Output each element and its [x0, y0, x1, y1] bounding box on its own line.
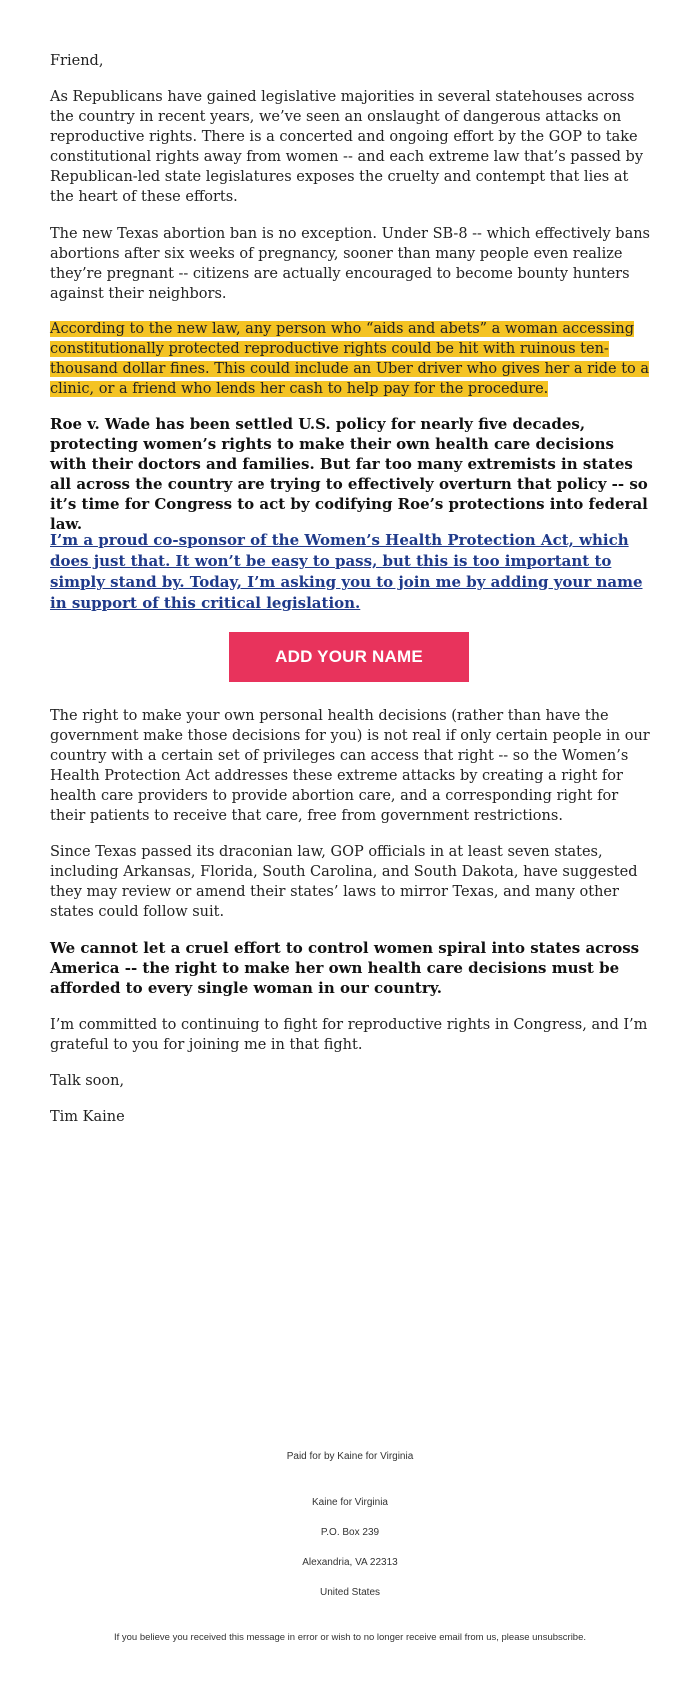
footer-org: Kaine for Virginia [312, 1497, 388, 1508]
unsubscribe-link[interactable]: If you believe you received this message in error or wish to no longer receive email from us, please unsubscribe. [113, 1632, 587, 1643]
highlighted-text: According to the new law, any person who “aids and abets” a woman accessing constitutionally protected reproductive rights could be hit with ruinous ten-thousand dollar fines. This could include an Uber driver who gives her a ride to a clinic, or a friend who lends her cash to help pay for the procedure. [50, 321, 650, 397]
paragraph-texas-ban: The new Texas abortion ban is no exception. Under SB-8 -- which effectively bans abortions after six weeks of pregnancy, sooner than many people even realize they’re pregnant -- citizens are actually encouraged to become bounty hunters against their neighbors. [50, 226, 650, 302]
add-your-name-button[interactable]: ADD YOUR NAME [229, 632, 469, 682]
footer-po-box: P.O. Box 239 [320, 1527, 380, 1538]
paragraph-cruel-effort: We cannot let a cruel effort to control women spiral into states across America -- the right to make her own health care decisions must be afforded to every single woman in our country. [50, 939, 640, 997]
footer-unsubscribe [0, 1632, 700, 1643]
footer-paid-for: Paid for by Kaine for Virginia [286, 1451, 414, 1462]
paragraph-highlighted [50, 319, 650, 399]
signature: Tim Kaine [50, 1109, 125, 1125]
greeting: Friend, [50, 53, 104, 69]
footer-city: Alexandria, VA 22313 [302, 1557, 398, 1568]
paragraph-other-states: Since Texas passed its draconian law, GOP officials in at least seven states, including Arkansas, Florida, South Carolina, and South Dakota, have suggested they may review or amend their states’ laws to mirror Texas, and many other states could follow suit. [50, 844, 638, 920]
signoff: Talk soon, [50, 1073, 125, 1089]
paragraph-health-decisions: The right to make your own personal health decisions (rather than have the government make those decisions for you) is not real if only certain people in our country with a certain set of privileges can access that right -- so the Women’s Health Protection Act addresses these extreme attacks by creating a right for health care providers to provide abortion care, and a corresponding right for their patients to receive that care, free from government restrictions. [50, 708, 650, 824]
paragraph-cosponsor [50, 530, 650, 614]
paragraph-committed: I’m committed to continuing to fight for reproductive rights in Congress, and I’m grateful to you for joining me in that fight. [50, 1017, 648, 1053]
paragraph-intro: As Republicans have gained legislative majorities in several statehouses across the country in recent years, we’ve seen an onslaught of dangerous attacks on reproductive rights. There is a concerted and ongoing effort by the GOP to take constitutional rights away from women -- and each extreme law that’s passed by Republican-led state legislatures exposes the cruelty and contempt that lies at the heart of these efforts. [50, 89, 644, 205]
cosponsor-link[interactable]: I’m a proud co-sponsor of the Women’s Health Protection Act, which does just that. It won’t be easy to pass, but this is too important to simply stand by. Today, I’m asking you to join me by adding your name in support of this critical legislation. [50, 531, 643, 612]
paragraph-roe-v-wade: Roe v. Wade has been settled U.S. policy for nearly five decades, protecting women’s rights to make their own health care decisions with their doctors and families. But far too many extremists in states all across the country are trying to effectively overturn that policy -- so it’s time for Congress to act by codifying Roe’s protections into federal law. [50, 415, 648, 533]
cta-container [229, 632, 469, 682]
footer-country: United States [319, 1587, 381, 1598]
